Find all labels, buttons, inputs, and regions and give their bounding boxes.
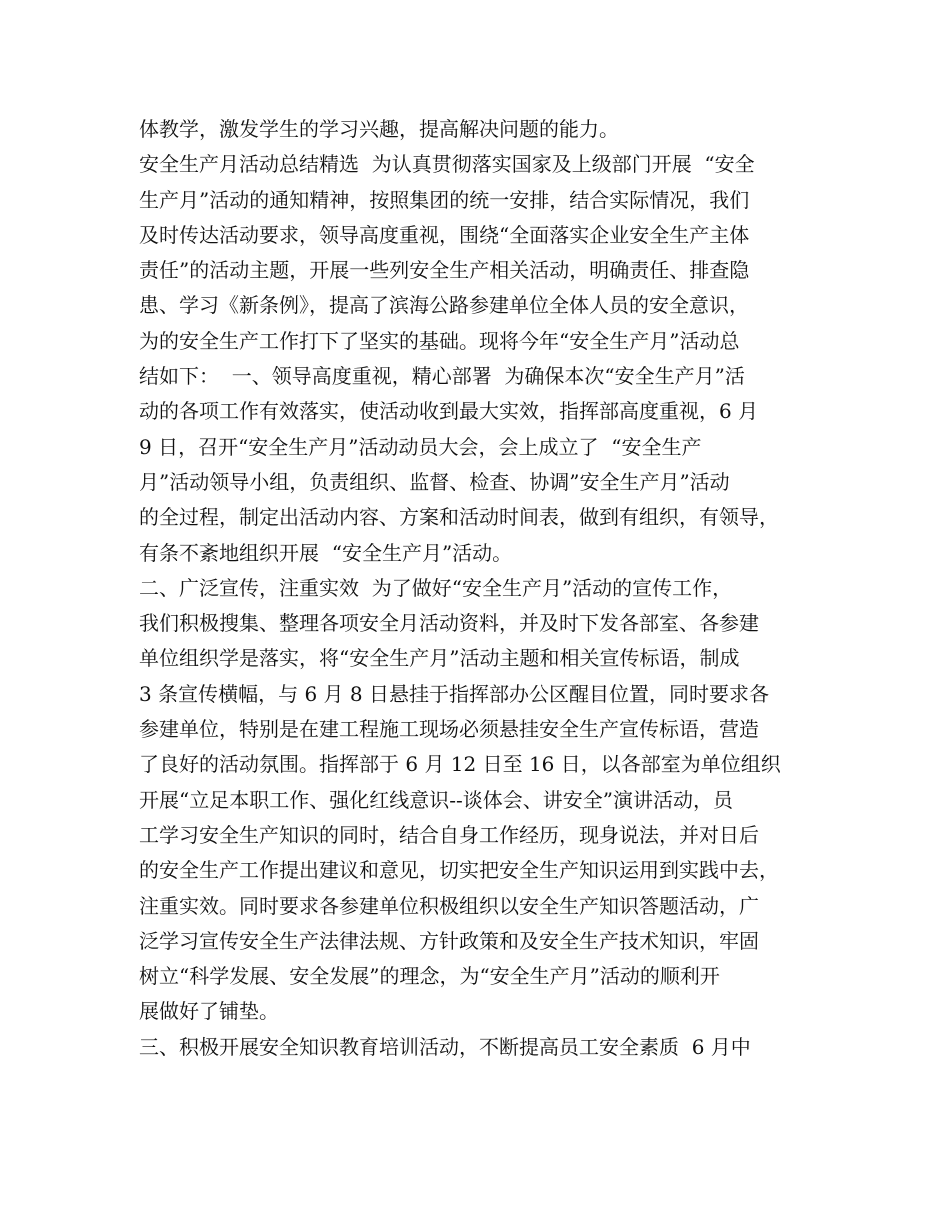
text-line: 月”活动领导小组，负责组织、监督、检查、协调”安全生产月”活动 <box>139 469 730 494</box>
text-line: 患、学习《新条例》，提高了滨海公路参建单位全体人员的安全意识， <box>139 293 749 318</box>
text-line: 为的安全生产工作打下了坚实的基础。现将今年“安全生产月”活动总 <box>139 328 740 353</box>
text-line: 参建单位，特别是在建工程施工现场必须悬挂安全生产宣传标语，营造 <box>139 717 759 742</box>
text-line: 体教学，激发学生的学习兴趣，提高解决问题的能力。 <box>139 117 619 141</box>
text-line: 9 日，召开“安全生产月”活动动员大会，会上成立了 “安全生产 <box>139 434 702 459</box>
text-line: 了良好的活动氛围。指挥部于 6 月 12 日至 16 日，以各部室为单位组织 <box>139 752 781 777</box>
text-line: 工学习安全生产知识的同时，结合自身工作经历，现身说法，并对日后 <box>139 822 759 847</box>
text-line: 有条不紊地组织开展 “安全生产月”活动。 <box>139 540 513 565</box>
text-line: 单位组织学是落实，将“安全生产月”活动主题和相关宣传标语，制成 <box>139 646 740 671</box>
document-body <box>139 112 829 1065</box>
text-line: 结如下： 一、领导高度重视，精心部署 为确保本次“安全生产月”活 <box>139 364 745 389</box>
text-line: 3 条宣传横幅，与 6 月 8 日悬挂于指挥部办公区醒目位置，同时要求各 <box>139 681 769 706</box>
text-line: 动的各项工作有效落实，使活动收到最大实效，指挥部高度重视，6 月 <box>139 399 759 424</box>
text-line: 我们积极搜集、整理各项安全月活动资料，并及时下发各部室、各参建 <box>139 611 759 636</box>
text-line: 二、广泛宣传，注重实效 为了做好“安全生产月”活动的宣传工作， <box>139 575 733 600</box>
text-line: 的安全生产工作提出建议和意见，切实把安全生产知识运用到实践中去， <box>139 858 779 883</box>
text-line: 的全过程，制定出活动内容、方案和活动时间表，做到有组织，有领导， <box>139 505 779 530</box>
text-line: 三、积极开展安全知识教育培训活动，不断提高员工安全素质 6 月中 <box>139 1034 751 1059</box>
text-line: 生产月”活动的通知精神，按照集团的统一安排，结合实际情况，我们 <box>139 187 750 212</box>
text-line: 展做好了铺垫。 <box>139 999 279 1024</box>
text-line: 安全生产月活动总结精选 为认真贯彻落实国家及上级部门开展 “安全 <box>139 152 755 177</box>
text-line: 注重实效。同时要求各参建单位积极组织以安全生产知识答题活动，广 <box>139 893 759 918</box>
text-line: 及时传达活动要求，领导高度重视，围绕“全面落实企业安全生产主体 <box>139 222 750 247</box>
text-line: 开展“立足本职工作、强化红线意识--谈体会、讲安全”演讲活动，员 <box>139 787 733 812</box>
text-line: 泛学习宣传安全生产法律法规、方针政策和及安全生产技术知识，牢固 <box>139 928 759 953</box>
text-line: 树立“科学发展、安全发展”的理念，为“安全生产月”活动的顺利开 <box>139 964 720 989</box>
text-line: 责任”的活动主题，开展一些列安全生产相关活动，明确责任、排查隐 <box>139 258 750 283</box>
